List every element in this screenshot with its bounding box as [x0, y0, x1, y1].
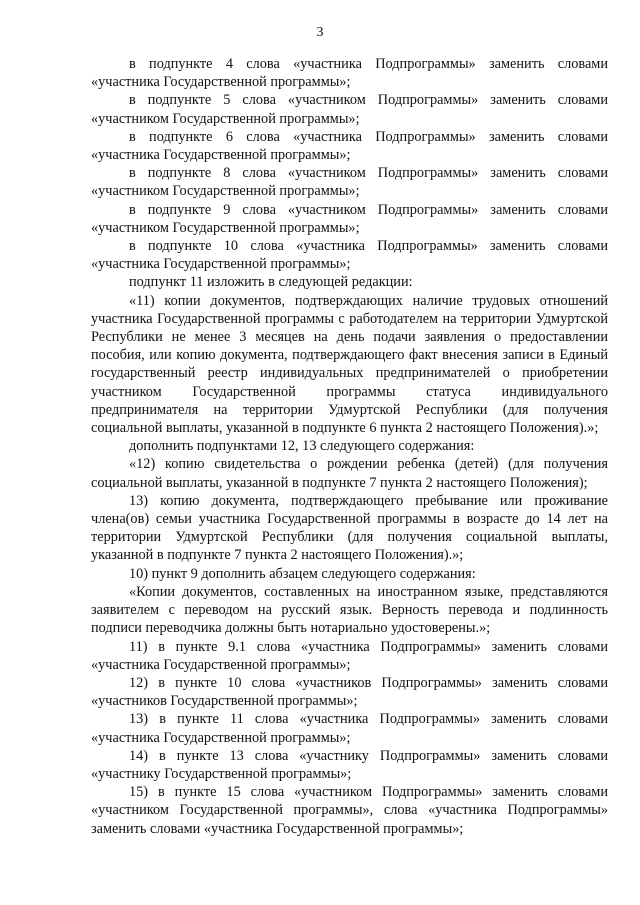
document-body: [91, 55, 608, 838]
paragraph: в подпункте 10 слова «участника Подпрограммы» заменить словами «участника Государственной программы»;: [91, 238, 608, 273]
quoted-translation-clause: «Копии документов, составленных на иностранном языке, представляются заявителем с переводом на русский язык. Верность перевода и подлинность подписи переводчика должны быть нотариально удостоверены.»;: [91, 583, 608, 637]
quoted-subpoint-11: «11) копии документов, подтверждающих наличие трудовых отношений участника Государственной программы с работодателем на территории Удмуртской Республики не менее 3 месяцев на день подачи заявления о предоставлении пособия, или копию документа, подтверждающего факт внесения записи в Единый государственный реестр индивидуальных предпринимателей о приобретении участником Государственной программы статуса индивидуального предпринимателя на территории Удмуртской Республики (для получения социальной выплаты, указанной в подпункте 6 пункта 2 настоящего Положения).»;: [91, 292, 608, 437]
paragraph: в подпункте 5 слова «участником Подпрограммы» заменить словами «участником Государственной программы»;: [91, 92, 608, 127]
paragraph: 11) в пункте 9.1 слова «участника Подпрограммы» заменить словами «участника Государственной программы»;: [91, 638, 608, 673]
quoted-subpoint-13: 13) копию документа, подтверждающего пребывание или проживание члена(ов) семьи участника Государственной программы в возрасте до 14 лет на территории Удмуртской Республики (для получения социальной выплаты, указанной в подпункте 7 пункта 2 настоящего Положения).»;: [91, 492, 608, 564]
paragraph: 14) в пункте 13 слова «участнику Подпрограммы» заменить словами «участнику Государственной программы»;: [91, 747, 608, 782]
paragraph: в подпункте 4 слова «участника Подпрограммы» заменить словами «участника Государственной программы»;: [91, 56, 608, 91]
quoted-subpoint-12: «12) копию свидетельства о рождении ребенка (детей) (для получения социальной выплаты, указанной в подпункте 7 пункта 2 настоящего Положения);: [91, 456, 608, 491]
paragraph: в подпункте 9 слова «участником Подпрограммы» заменить словами «участником Государственной программы»;: [91, 201, 608, 236]
paragraph: в подпункте 8 слова «участником Подпрограммы» заменить словами «участником Государственной программы»;: [91, 165, 608, 200]
paragraph: 15) в пункте 15 слова «участником Подпрограммы» заменить словами «участником Государственной программы», слова «участника Подпрограммы» заменить словами «участника Государственной программы»;: [91, 784, 608, 837]
paragraph: 10) пункт 9 дополнить абзацем следующего содержания:: [129, 565, 476, 582]
paragraph: 12) в пункте 10 слова «участников Подпрограммы» заменить словами «участников Государственной программы»;: [91, 674, 608, 710]
page-number: 3: [316, 25, 324, 40]
paragraph: подпункт 11 изложить в следующей редакции:: [129, 274, 413, 291]
paragraph: в подпункте 6 слова «участника Подпрограммы» заменить словами «участника Государственной программы»;: [91, 128, 608, 164]
paragraph: дополнить подпунктами 12, 13 следующего содержания:: [129, 438, 475, 455]
paragraph: 13) в пункте 11 слова «участника Подпрограммы» заменить словами «участника Государственной программы»;: [91, 711, 608, 746]
